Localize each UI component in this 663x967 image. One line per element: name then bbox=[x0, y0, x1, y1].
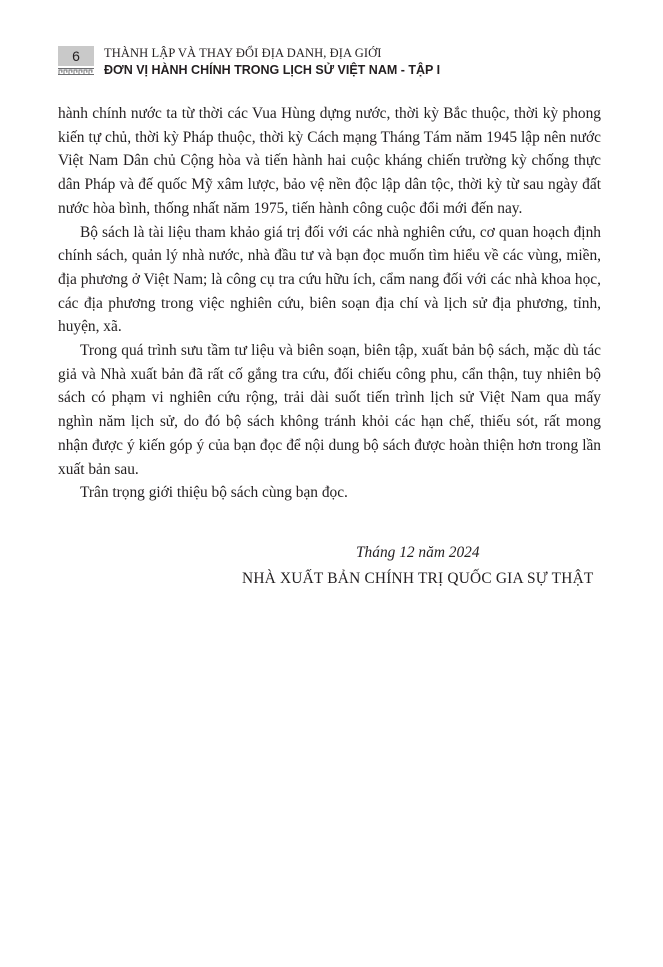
paragraph bbox=[58, 221, 601, 340]
text-line: nhiên bộ sách có phạm vi nghiên cứu rộng, trải dài suốt tiến trình lịch sử Việt Nam bbox=[58, 365, 601, 407]
running-header bbox=[58, 46, 618, 82]
text-line: lập nên nước Việt Nam Dân chủ Cộng hòa và tiến hành hai cuộc kháng chiến bbox=[58, 128, 601, 170]
text-line: sử địa phương, tỉnh, huyện, xã. bbox=[58, 294, 601, 336]
greek-key-ornament-icon bbox=[58, 68, 94, 75]
paragraph bbox=[58, 102, 601, 221]
text-line: Trong quá trình sưu tầm tư liệu và biên soạn, biên tập, xuất bản bộ sách, mặc bbox=[80, 342, 560, 360]
text-line: hành chính nước ta từ thời các Vua Hùng dựng nước, thời kỳ Bắc thuộc, thời kỳ bbox=[58, 105, 559, 122]
text-line: cuộc đổi mới đến nay. bbox=[386, 199, 523, 217]
text-line: Trân trọng giới thiệu bộ sách cùng bạn đọc. bbox=[80, 484, 348, 502]
running-title-line2: ĐƠN VỊ HÀNH CHÍNH TRONG LỊCH SỬ VIỆT NAM - TẬP I bbox=[104, 63, 441, 77]
text-line: vùng, miền, địa phương ở Việt Nam; là công cụ tra cứu hữu ích, cẩm nang đối với bbox=[58, 247, 602, 288]
text-line: phong kiến tự chủ, thời kỳ Pháp thuộc, thời kỳ Cách mạng Tháng Tám năm 1945 bbox=[58, 105, 601, 146]
signoff-publisher: NHÀ XUẤT BẢN CHÍNH TRỊ QUỐC GIA SỰ THẬT bbox=[242, 570, 594, 587]
text-line: các nhà khoa học, các địa phương trong việc nghiên cứu, biên soạn địa chí và lịch bbox=[58, 270, 601, 312]
signoff-date: Tháng 12 năm 2024 bbox=[356, 544, 480, 561]
running-title-line1: THÀNH LẬP VÀ THAY ĐỔI ĐỊA DANH, ĐỊA GIỚI bbox=[104, 46, 382, 60]
text-line: rất mong nhận được ý kiến góp ý của bạn đọc để nội dung bộ sách được hoàn thiện bbox=[58, 413, 601, 454]
text-line: hơn trong lần xuất bản sau. bbox=[58, 436, 601, 478]
text-line: tộc, thời kỳ từ sau ngày đất nước hòa bình, thống nhất năm 1975, tiến hành công bbox=[58, 176, 601, 217]
text-line: trường kỳ chống thực dân Pháp và đế quốc Mỹ xâm lược, bảo vệ nền độc lập dân bbox=[58, 152, 601, 194]
text-line: qua mấy nghìn năm lịch sử, do đó bộ sách không tránh khỏi các hạn chế, thiếu sót, bbox=[58, 389, 601, 431]
paragraph bbox=[58, 481, 601, 505]
paragraph bbox=[58, 339, 601, 481]
text-line: Bộ sách là tài liệu tham khảo giá trị đối với các nhà nghiên cứu, cơ quan hoạch bbox=[80, 223, 570, 241]
body-text bbox=[58, 102, 601, 505]
page-number: 6 bbox=[58, 46, 94, 66]
text-line: dù tác giả và Nhà xuất bản đã rất cố gắng tra cứu, đối chiếu công phu, cẩn thận, tuy bbox=[58, 342, 601, 383]
text-line: định chính sách, quản lý nhà nước, nhà đầu tư và bạn đọc muốn tìm hiểu về các bbox=[58, 223, 601, 265]
